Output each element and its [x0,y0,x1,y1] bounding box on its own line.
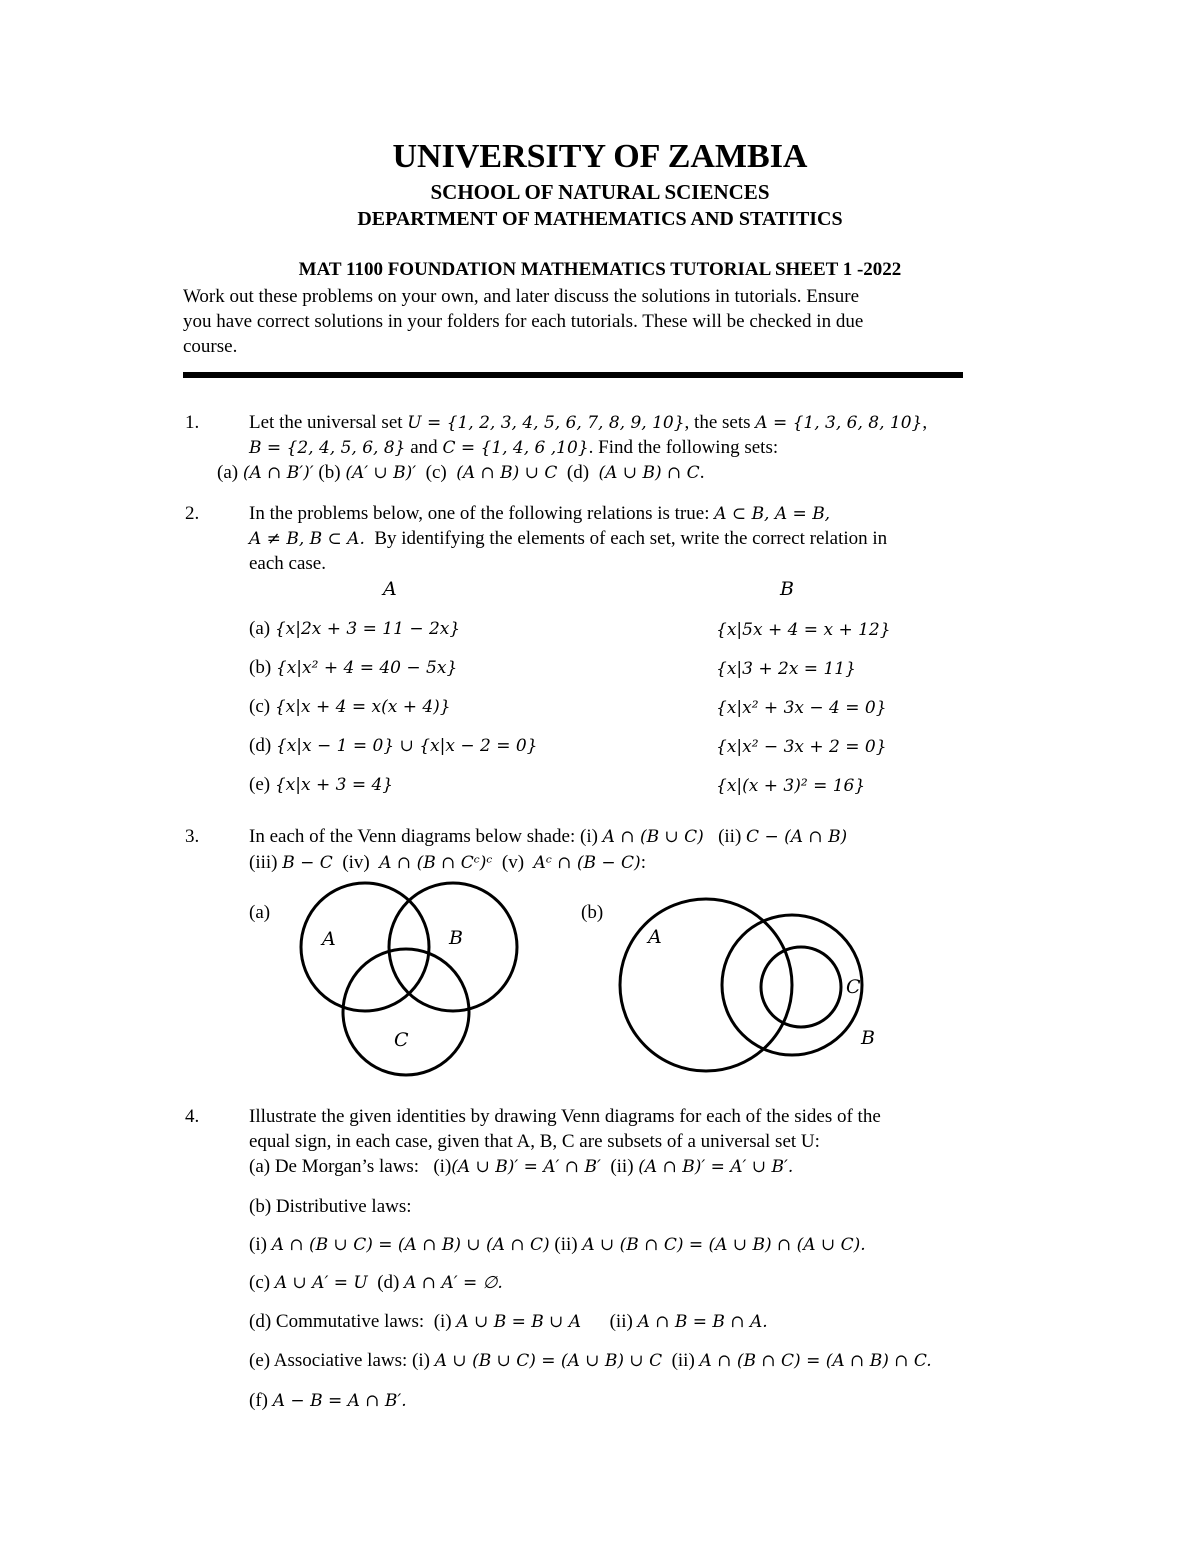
course-title: MAT 1100 FOUNDATION MATHEMATICS TUTORIAL SHEET 1 -2022 [298,259,902,280]
q4-part-c [249,1272,503,1294]
q1-line-2 [249,437,778,459]
q4-text: (d) Commutative laws: (i) [249,1311,457,1332]
q4-text: (ii) [549,1234,583,1255]
q2-row-a-left [249,618,460,640]
identity-expression: A ∪ (B ∩ C) = (A ∪ B) ∩ (A ∪ C). [582,1235,866,1255]
q3-text: (ii) [703,826,747,847]
venn-a-label-c: C [394,1029,409,1051]
q1-text: , [922,412,928,433]
venn-diagram-b [612,890,875,1080]
q2-line-1 [249,503,830,525]
set-expression: Aᶜ ∩ (B − C) [533,853,641,873]
part-label: (d) [557,462,599,483]
q4-line-2: equal sign, in each case, given that A, B, C are subsets of a universal set U: [249,1131,820,1152]
q2-row-e-left [249,774,393,796]
q4-part-d [249,1311,768,1333]
identity-expression: (A ∩ B)′ = A′ ∪ B′. [638,1157,794,1177]
intro-line: you have correct solutions in your folders for each tutorials. These will be checked in due [183,311,864,332]
intro-line: Work out these problems on your own, and later discuss the solutions in tutorials. Ensure [183,286,860,307]
q1-text: , the sets [684,412,756,433]
venn-b-label-c: C [846,976,861,998]
q1-text: . Find the following sets: [588,437,779,458]
set-c-expression: C = {1, 4, 6 ,10} [442,438,589,458]
q4-text: (a) De Morgan’s laws: (i) [249,1156,452,1177]
q1-text: and [405,437,443,458]
school-title: SCHOOL OF NATURAL SCIENCES [430,180,770,204]
q3-text: (v) [492,852,534,873]
q1-text: . [699,462,705,483]
q2-row-c-right: {x|x² + 3x − 4 = 0} [716,698,887,718]
venn-diagram-a [290,885,530,1085]
q4-part-e [249,1350,932,1372]
q4-part-b-identities [249,1234,866,1256]
q4-line-1: Illustrate the given identities by drawing Venn diagrams for each of the sides of the [249,1106,881,1127]
q3-text: (iii) [249,852,283,873]
q2-row-d-left [249,735,538,757]
q1-part-c: (A ∩ B) ∪ C [456,463,558,483]
department-title: DEPARTMENT OF MATHEMATICS AND STATITICS [357,208,843,230]
part-label: (c) [416,462,457,483]
q2-row-a-right: {x|5x + 4 = x + 12} [716,620,891,640]
q2-row-b-left [249,657,457,679]
q4-text: (d) [367,1272,405,1293]
part-label: (d) [249,735,276,756]
set-expression: {x|x + 4 = x(x + 4)} [274,697,451,717]
q2-text: In the problems below, one of the following relations is true: [249,503,715,524]
part-label: (b) [313,462,346,483]
set-expression: A ∩ (B ∪ C) [602,827,704,847]
q2-number: 2. [185,503,200,524]
part-label: (b) [249,657,276,678]
q1-part-d: (A ∪ B) ∩ C [598,463,700,483]
q4-text: (f) [249,1390,273,1411]
q4-part-a [249,1156,793,1178]
identity-expression: A ∪ A′ = U [274,1273,368,1293]
q4-number: 4. [185,1106,200,1127]
q2-row-e-right: {x|(x + 3)² = 16} [716,776,866,796]
set-expression: B − C [282,853,333,873]
q4-part-b: (b) Distributive laws: [249,1196,412,1217]
set-expression: {x|x² + 4 = 40 − 5x} [275,658,458,678]
venn-b-circle-a [620,899,792,1071]
column-header-a: A [383,578,397,600]
set-b-expression: B = {2, 4, 5, 6, 8} [249,438,406,458]
identity-expression: A ∩ A′ = ∅. [404,1273,503,1293]
venn-a-label-a: A [322,928,336,950]
identity-expression: A ∪ (B ∪ C) = (A ∪ B) ∪ C [434,1351,663,1371]
q4-text: (ii) [662,1350,700,1371]
identity-expression: (A ∪ B)′ = A′ ∩ B′ [451,1157,601,1177]
q1-part-b: (A′ ∪ B)′ [345,463,417,483]
column-header-b: B [780,578,794,600]
venn-b-circle-c [761,947,841,1027]
universal-set-expression: U = {1, 2, 3, 4, 5, 6, 7, 8, 9, 10} [407,413,685,433]
q2-line-2 [249,528,887,550]
q4-text: (c) [249,1272,275,1293]
q3-text: (iv) [332,852,380,873]
q4-text: (i) [249,1234,272,1255]
set-expression: A ∩ (B ∩ Cᶜ)ᶜ [379,853,493,873]
q4-text: (ii) [600,1156,639,1177]
venn-a-circle-a [301,883,429,1011]
q4-text: (ii) [581,1311,638,1332]
venn-b-label-a: A [648,926,662,948]
q1-line-1 [249,412,927,434]
q2-row-b-right: {x|3 + 2x = 11} [716,659,856,679]
venn-a-label-b: B [449,927,463,949]
q3-line-1 [249,826,847,848]
intro-line: course. [183,336,238,357]
relation-expression: A ⊂ B, A = B, [714,504,831,524]
q1-number: 1. [185,412,200,433]
set-expression: C − (A ∩ B) [746,827,848,847]
relation-expression: A ≠ B, B ⊂ A. [249,529,365,549]
diagram-b-label: (b) [581,902,604,923]
set-expression: {x|x + 3 = 4} [274,775,394,795]
q1-parts [217,462,704,484]
identity-expression: A ∪ B = B ∪ A [456,1312,582,1332]
intro-paragraph [183,284,983,359]
set-expression: {x|2x + 3 = 11 − 2x} [274,619,461,639]
q3-text: : [640,852,646,873]
part-label: (e) [249,774,275,795]
q2-row-c-left [249,696,451,718]
q3-text: In each of the Venn diagrams below shade: (i) [249,826,603,847]
q2-row-d-right: {x|x² − 3x + 2 = 0} [716,737,887,757]
identity-expression: A ∩ B = B ∩ A. [637,1312,768,1332]
q1-text: Let the universal set [249,412,408,433]
identity-expression: A − B = A ∩ B′. [272,1391,407,1411]
part-label: (a) [217,462,243,483]
q3-line-2 [249,852,646,874]
identity-expression: A ∩ (B ∩ C) = (A ∩ B) ∩ C. [699,1351,932,1371]
q4-text: (e) Associative laws: (i) [249,1350,435,1371]
set-a-expression: A = {1, 3, 6, 8, 10} [755,413,923,433]
q4-part-f [249,1390,407,1412]
q3-number: 3. [185,826,200,847]
identity-expression: A ∩ (B ∪ C) = (A ∩ B) ∪ (A ∩ C) [271,1235,550,1255]
venn-b-label-b: B [861,1027,875,1049]
part-label: (c) [249,696,275,717]
set-expression: {x|x − 1 = 0} ∪ {x|x − 2 = 0} [275,736,538,756]
university-title: UNIVERSITY OF ZAMBIA [392,138,808,175]
q2-text: By identifying the elements of each set, write the correct relation in [364,528,888,549]
diagram-a-label: (a) [249,902,271,923]
part-label: (a) [249,618,275,639]
q2-line-3: each case. [249,553,326,574]
q1-part-a: (A ∩ B′)′ [242,463,314,483]
section-divider [183,372,963,378]
